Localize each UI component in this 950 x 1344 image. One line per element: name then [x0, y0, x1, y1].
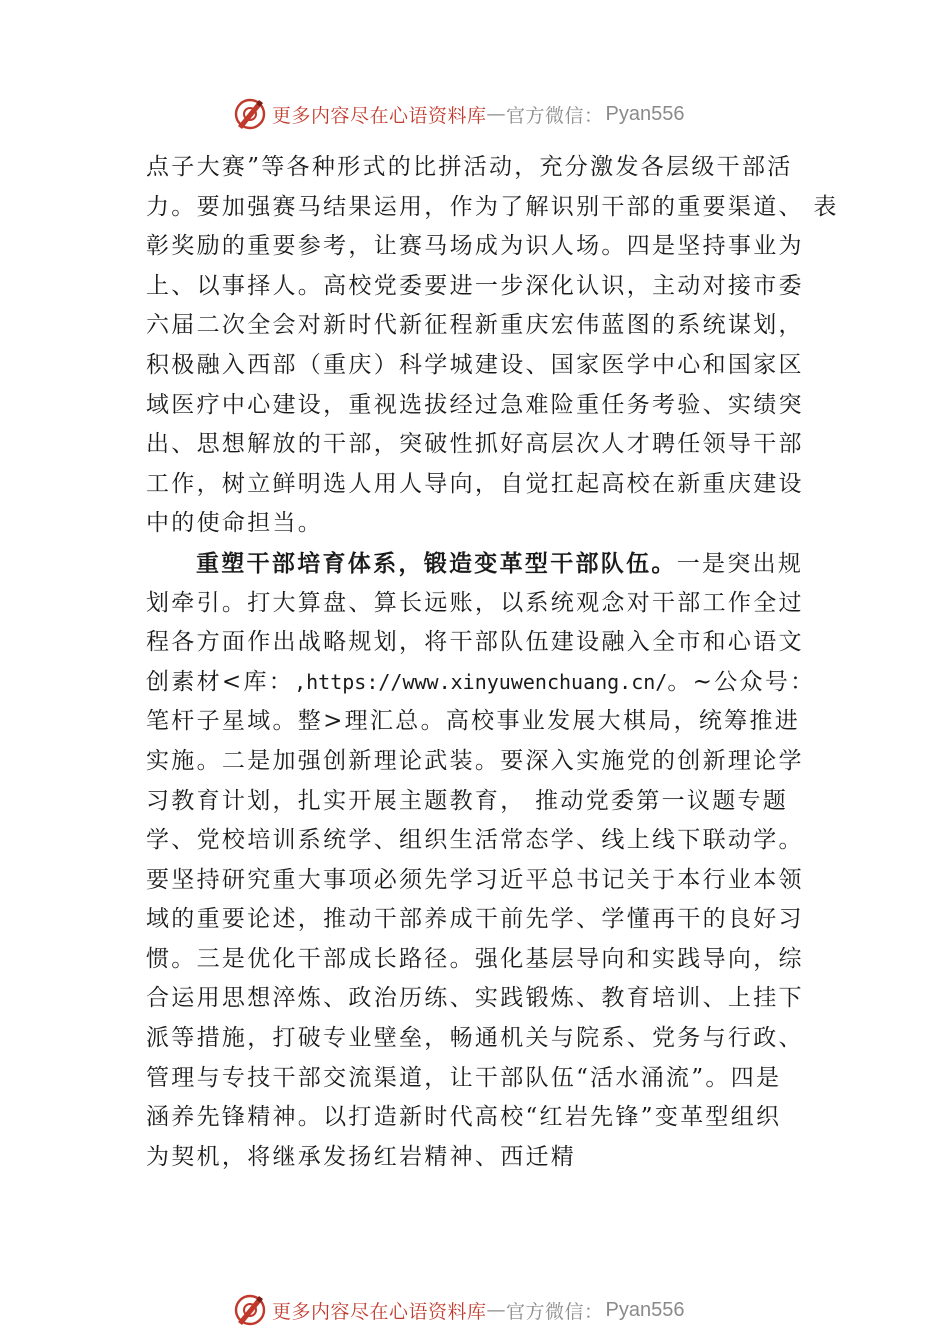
contact-label: 官方微信： — [506, 1300, 604, 1323]
text-line: 中的使命担当。 — [146, 510, 324, 537]
text-line: 学、党校培训系统学、组织生活常态学、线上线下联动学。 — [146, 827, 804, 854]
text-line: 六届二次全会对新时代新征程新重庆宏伟蓝图的系统谋划， — [146, 312, 804, 339]
text-line: 出、思想解放的干部，突破性抓好高层次人才聘任领导干部 — [146, 431, 804, 458]
paragraph-heading-line — [146, 544, 811, 584]
text-line: 程各方面作出战略规划，将干部队伍建设融入全市和心语文 — [146, 629, 804, 656]
text-line: 工作，树立鲜明选人用人导向，自觉扛起高校在新重庆建设 — [146, 470, 804, 497]
text-line: 域医疗中心建设，重视选拔经过急难险重任务考验、实绩突 — [146, 391, 804, 418]
brand-dash: — — [486, 1299, 507, 1321]
footer-banner — [232, 1290, 685, 1330]
text-line: 笔杆子星域。整>理汇总。高校事业发展大棋局，统筹推进 — [146, 708, 801, 735]
text-line: 力。要加强赛马结果运用，作为了解识别干部的重要渠道、 表 — [146, 193, 839, 220]
text-line: 惯。三是优化干部成长路径。强化基层导向和实践导向，综 — [146, 945, 804, 972]
wechat-id: Pyan556 — [605, 1298, 685, 1321]
text-line: 派等措施，打破专业壁垒，畅通机关与院系、党务与行政、 — [146, 1025, 804, 1052]
text-line: 管理与专技干部交流渠道，让干部队伍“活水涌流”。四是 — [146, 1064, 782, 1091]
paragraph-heading-rest: 一是突出规 — [676, 550, 804, 577]
document-body — [146, 148, 839, 1177]
text-fragment: 。~公众号： — [667, 668, 816, 695]
text-line: 域的重要论述，推动干部养成干前先学、学懂再干的良好习 — [146, 906, 804, 933]
text-line: 要坚持研究重大事项必须先学习近平总书记关于本行业本领 — [146, 866, 804, 893]
paragraph-heading: 重塑干部培育体系，锻造变革型干部队伍。 — [196, 549, 677, 577]
brand-text: 更多内容尽在心语资料库 — [272, 1300, 487, 1323]
pen-circle-logo-icon — [232, 1292, 268, 1328]
text-line: 合运用思想淬炼、政治历练、实践锻炼、教育培训、上挂下 — [146, 985, 804, 1012]
text-line: 划牵引。打大算盘、算长远账，以系统观念对干部工作全过 — [146, 589, 804, 616]
text-line: 习教育计划，扎实开展主题教育， 推动党委第一议题专题 — [146, 787, 789, 814]
wechat-id: Pyan556 — [605, 102, 685, 125]
text-line: 彰奖励的重要参考，让赛马场成为识人场。四是坚持事业为 — [146, 233, 804, 260]
header-banner — [232, 94, 685, 134]
text-line: 实施。二是加强创新理论武装。要深入实施党的创新理论学 — [146, 747, 804, 774]
text-fragment: 创素材<库： — [146, 668, 295, 695]
text-line-with-url — [146, 663, 816, 703]
contact-label: 官方微信： — [506, 104, 604, 127]
text-line: 为契机，将继承发扬红岩精神、西迁精 — [146, 1143, 577, 1170]
brand-dash: — — [486, 103, 507, 125]
text-line: 积极融入西部（重庆）科学城建设、国家医学中心和国家区 — [146, 351, 804, 378]
text-line: 点子大赛”等各种形式的比拼活动，充分激发各层级干部活 — [146, 154, 793, 180]
text-line: 涵养先锋精神。以打造新时代高校“红岩先锋”变革型组织 — [146, 1104, 782, 1131]
brand-text: 更多内容尽在心语资料库 — [272, 104, 487, 127]
website-url: ,https://www.xinyuwenchuang.cn/ — [294, 669, 668, 694]
text-line: 上、以事择人。高校党委要进一步深化认识，主动对接市委 — [146, 272, 804, 299]
pen-circle-logo-icon — [232, 96, 268, 132]
